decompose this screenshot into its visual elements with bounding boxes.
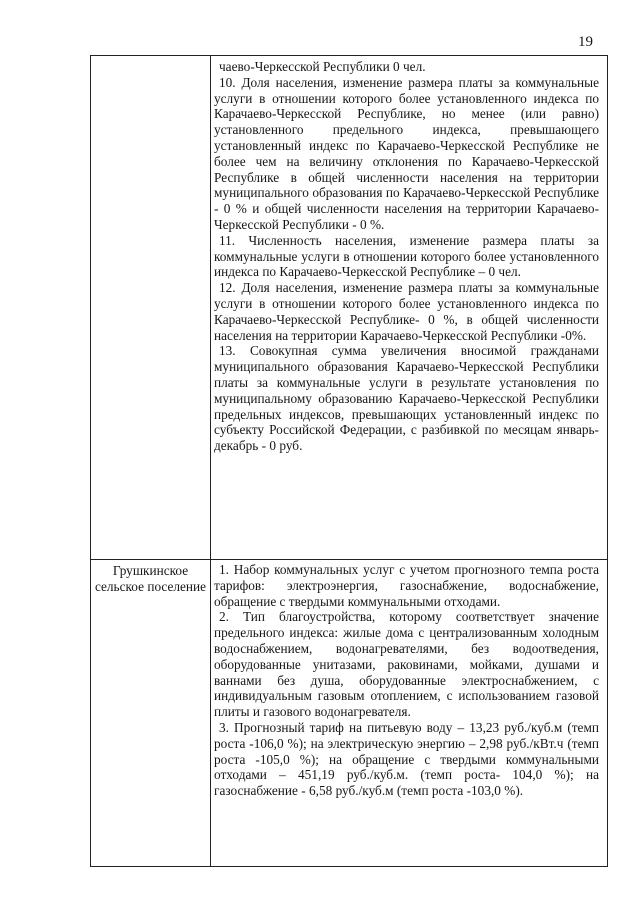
paragraph-continuation: чаево-Черкесской Республики 0 чел. (219, 59, 426, 74)
paragraph-1: 1. Набор коммунальных услуг с учетом прогнозного темпа роста тарифов: электроэнергия, газоснабжение, водоснабжение, обращение с твердыми коммунальными отходами. (214, 562, 599, 609)
paragraph-11: 11. Численность населения, изменение размера платы за коммунальные услуги в отношении которого более установленного индекса по Карачаево-Черкесской Республике – 0 чел. (214, 232, 599, 280)
row-divider (91, 559, 607, 560)
row-1-content-cell (214, 59, 599, 454)
row-2-content-cell (214, 562, 599, 799)
municipality-name: Грушкинское сельское поселение (94, 563, 207, 594)
paragraph-10: 10. Доля населения, изменение размера платы за коммунальные услуги в отношении которого более установленного индекса по Карачаево-Черкесской Республике, но менее (или равно) установленного предельного индекса, превышающего установленный индекс по Карачаево-Черкесской Республике не более чем на величину отклонения по Карачаево-Черкесской Республике в общей численности населения на территории муниципального образования по Карачаево-Черкесской Республике - 0 % и общей численности населения на территории Карачаево-Черкесской Республики - 0 %. (214, 74, 599, 232)
column-divider (210, 56, 211, 866)
page-number: 19 (578, 34, 593, 50)
paragraph-3: 3. Прогнозный тариф на питьевую воду – 13,23 руб./куб.м (темп роста -106,0 %); на электрическую энергию – 2,98 руб./кВт.ч (темп роста -105,0 %); на обращение с твердыми коммунальными отходами – 451,19 руб./куб.м. (темп роста- 104,0 %); на газоснабжение - 6,58 руб./куб.м (темп роста -103,0 %). (214, 719, 599, 799)
paragraph-12: 12. Доля населения, изменение размера платы за коммунальные услуги в отношении которого более установленного индекса по Карачаево-Черкесской Республике- 0 %, в общей численности населения на территории Карачаево-Черкесской Республики -0%. (214, 280, 599, 343)
paragraph-13: 13. Совокупная сумма увеличения вносимой гражданами муниципального образования Карачаево-Черкесской Республики платы за коммунальные услуги в результате установления по муниципальному образованию Карачаево-Черкесской Республики предельных индексов, превышающих установленный индекс по субъекту Российской Федерации, с разбивкой по месяцам январь-декабрь - 0 руб. (214, 343, 599, 454)
document-table (90, 55, 608, 867)
paragraph-2: 2. Тип благоустройства, которому соответствует значение предельного индекса: жилые дома с централизованным холодным водоснабжением, водонагревателями, без водоотведения, оборудованные унитазами, раковинами, мойками, душами и ваннами без душа, оборудованные электроснабжением, с индивидуальным газовым отоплением, с использованием газовой плиты и газового водонагревателя. (214, 609, 599, 720)
